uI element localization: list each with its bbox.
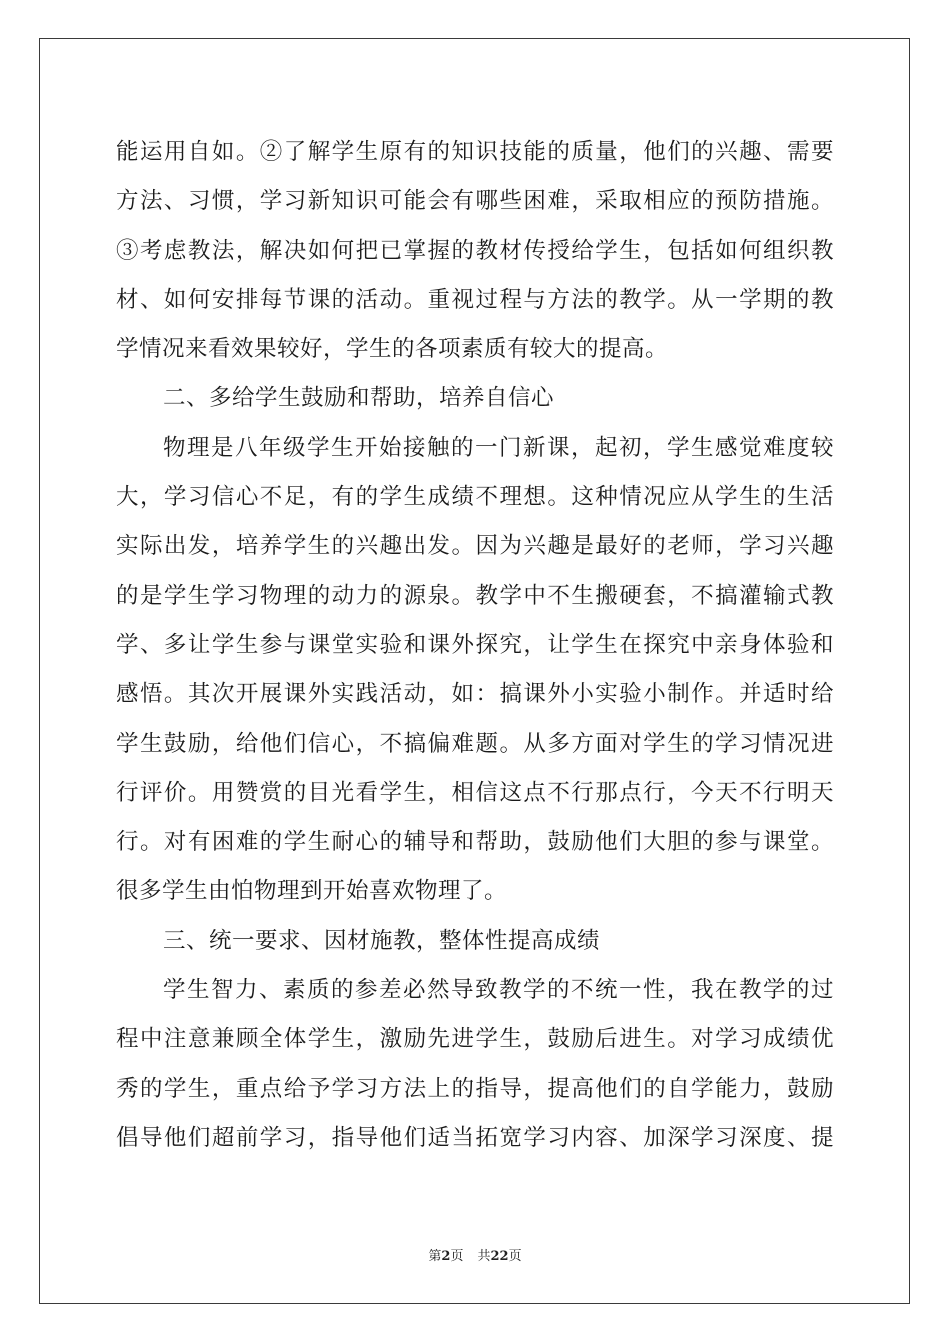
- page-number-prefix: 第: [428, 1249, 442, 1264]
- document-body: [116, 128, 834, 1163]
- paragraph-line: 的是学生学习物理的动力的源泉。教学中不生搬硬套，不搞灌输式教: [116, 582, 834, 609]
- paragraph-line: 秀的学生，重点给予学习方法上的指导，提高他们的自学能力，鼓励: [116, 1075, 834, 1102]
- paragraph-line: 行。对有困难的学生耐心的辅导和帮助，鼓励他们大胆的参与课堂。: [116, 829, 834, 856]
- total-page-count: 22: [490, 1249, 509, 1264]
- paragraph-line: 学生智力、素质的参差必然导致教学的不统一性，我在教学的过: [163, 977, 834, 1004]
- paragraph-line: ③考虑教法，解决如何把已掌握的教材传授给学生，包括如何组织教: [116, 237, 834, 264]
- total-pages-unit: 页: [508, 1249, 522, 1264]
- section-heading: 二、多给学生鼓励和帮助，培养自信心: [163, 385, 555, 412]
- paragraph-line: 方法、习惯，学习新知识可能会有哪些困难，采取相应的预防措施。: [116, 188, 834, 215]
- paragraph-line: 感悟。其次开展课外实践活动，如：搞课外小实验小制作。并适时给: [116, 681, 834, 708]
- paragraph-line: 物理是八年级学生开始接触的一门新课，起初，学生感觉难度较: [163, 434, 834, 461]
- paragraph-line: 行评价。用赞赏的目光看学生，相信这点不行那点行，今天不行明天: [116, 779, 834, 806]
- paragraph-line: 很多学生由怕物理到开始喜欢物理了。: [116, 878, 508, 905]
- paragraph-line: 材、如何安排每节课的活动。重视过程与方法的教学。从一学期的教: [116, 286, 834, 313]
- paragraph-line: 学生鼓励，给他们信心，不搞偏难题。从多方面对学生的学习情况进: [116, 730, 834, 757]
- section-heading: 三、统一要求、因材施教，整体性提高成绩: [163, 927, 601, 954]
- paragraph-line: 实际出发，培养学生的兴趣出发。因为兴趣是最好的老师，学习兴趣: [116, 533, 834, 560]
- current-page-number: 2: [441, 1249, 451, 1264]
- paragraph-line: 倡导他们超前学习，指导他们适当拓宽学习内容、加深学习深度、提: [116, 1124, 834, 1151]
- paragraph-line: 大，学习信心不足，有的学生成绩不理想。这种情况应从学生的生活: [116, 484, 834, 511]
- paragraph-line: 学、多让学生参与课堂实验和课外探究，让学生在探究中亲身体验和: [116, 631, 834, 658]
- total-pages-prefix: 共: [477, 1249, 491, 1264]
- paragraph-line: 程中注意兼顾全体学生，激励先进学生，鼓励后进生。对学习成绩优: [116, 1026, 834, 1053]
- page-footer: [0, 1245, 950, 1264]
- page-number-unit: 页: [450, 1249, 464, 1264]
- paragraph-line: 能运用自如。②了解学生原有的知识技能的质量，他们的兴趣、需要: [116, 139, 834, 165]
- paragraph-line: 学情况来看效果较好，学生的各项素质有较大的提高。: [116, 336, 669, 363]
